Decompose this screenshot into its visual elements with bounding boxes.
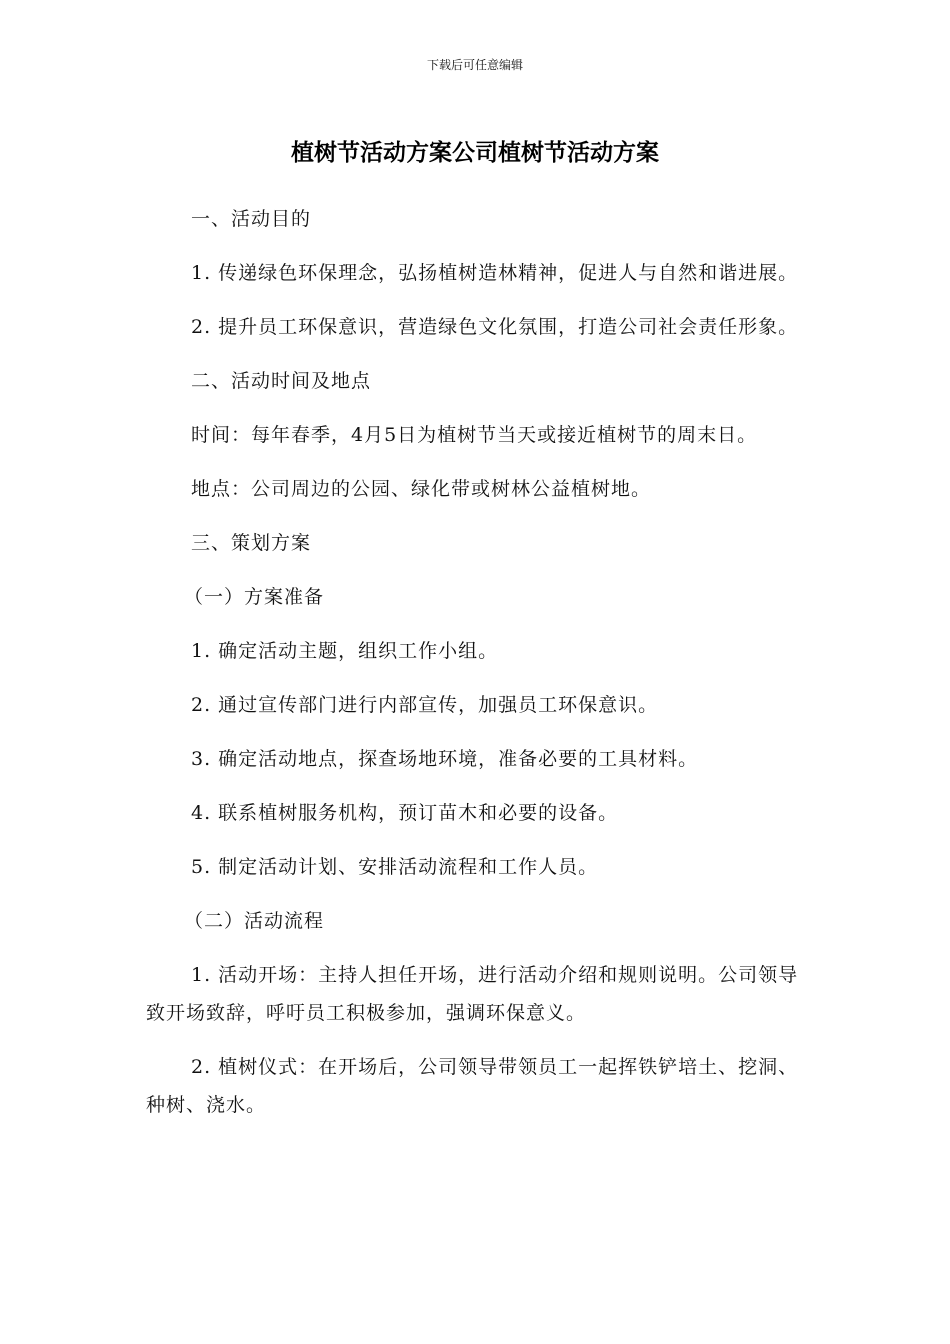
header-note: 下载后可任意编辑: [426, 58, 523, 72]
section-heading-plan: 三、策划方案: [191, 532, 312, 554]
list-item-process-1: 1. 活动开场：主持人担任开场，进行活动介绍和规则说明。公司领导致开场致辞，呼吁员工积极参加，强调环保意义。: [146, 964, 799, 1024]
section-heading-time-place: 二、活动时间及地点: [191, 370, 372, 392]
list-item-preparation-3: 3. 确定活动地点，探查场地环境，准备必要的工具材料。: [191, 748, 699, 770]
paragraph-purpose-1: 1. 传递绿色环保理念，弘扬植树造林精神，促进人与自然和谐进展。: [191, 262, 799, 284]
list-item-preparation-4: 4. 联系植树服务机构，预订苗木和必要的设备。: [191, 802, 619, 824]
paragraph-time: 时间：每年春季，4月5日为植树节当天或接近植树节的周末日。: [191, 424, 758, 446]
list-item-preparation-2: 2. 通过宣传部门进行内部宣传，加强员工环保意识。: [191, 694, 659, 716]
list-item-preparation-5: 5. 制定活动计划、安排活动流程和工作人员。: [191, 856, 599, 878]
subsection-heading-process: （二）活动流程: [184, 910, 325, 932]
list-item-preparation-1: 1. 确定活动主题，组织工作小组。: [191, 640, 499, 662]
document-body: [146, 200, 814, 1124]
paragraph-place: 地点：公司周边的公园、绿化带或树林公益植树地。: [191, 478, 652, 500]
section-heading-purpose: 一、活动目的: [191, 208, 312, 230]
document-title: 植树节活动方案公司植树节活动方案: [291, 140, 659, 166]
subsection-heading-preparation: （一）方案准备: [184, 586, 325, 608]
list-item-process-2: 2. 植树仪式：在开场后，公司领导带领员工一起挥铁铲培土、挖洞、种树、浇水。: [146, 1056, 799, 1116]
paragraph-purpose-2: 2. 提升员工环保意识，营造绿色文化氛围，打造公司社会责任形象。: [191, 316, 799, 338]
